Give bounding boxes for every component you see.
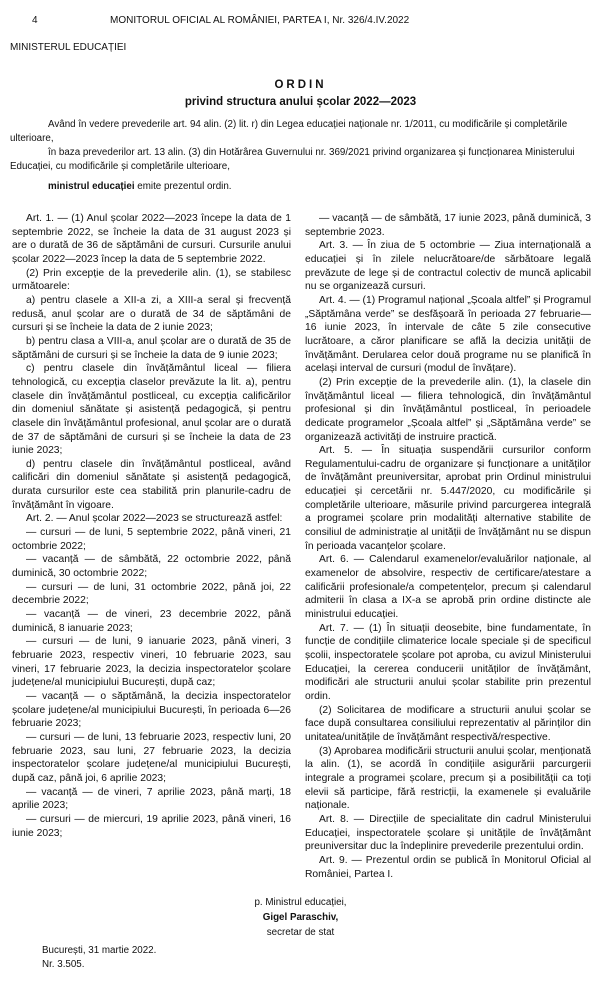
article-paragraph: — cursuri — de luni, 31 octombrie 2022, până joi, 22 decembrie 2022; [12,581,291,607]
article-paragraph: Art. 9. — Prezentul ordin se publică în Monitorul Oficial al României, Partea I. [305,854,591,880]
article-paragraph: c) pentru clasele din învățământul liceal — filiera tehnologică, cu excepția claselor prevăzute la lit. a), pentru clasele din învățământul postliceal, cu excepția calificărilor din domeniul sănătate și asistență pedagogică, și pentru clasele din învățământul profesional, anul școlar are o durată de 37 de săptămâni de cursuri și se încheie la data de 23 iunie 2023; [12,363,291,457]
article-paragraph: — vacanță — o săptămână, la decizia inspectoratelor școlare județene/al municipiului București, în perioada 6—26 februarie 2023; [12,690,291,730]
article-paragraph: Art. 3. — În ziua de 5 octombrie — Ziua internațională a educației și în zilele nelucrătoare/de sărbătoare legală prevăzute de lege și de contractul colectiv de muncă aplicabil nu se organizează cursuri. [305,240,591,293]
page-header [10,14,591,27]
document-subtitle: privind structura anului școlar 2022—2023 [184,96,417,108]
article-paragraph: — vacanță — de sâmbătă, 22 octombrie 2022, până duminică, 30 octombrie 2022; [12,554,291,580]
article-paragraph: Art. 1. — (1) Anul școlar 2022—2023 începe la data de 1 septembrie 2022, se încheie la data de 31 august 2023 și are o durată de 36 de săptămâni de cursuri. Cursurile anului școlar 2022—2023 încep la data de 5 septembrie 2022. [12,213,291,265]
signature-block [10,895,591,940]
article-paragraph: Art. 7. — (1) În situații deosebite, bine fundamentate, în funcție de condițiile climaterice locale speciale și de specificul școlii, inspectoratele școlare pot aproba, cu avizul Ministerului Educației, la cererea conducerii unităților de învățământ, modificări ale structurii anului școlar stabilite prin prezentul ordin. [305,622,591,702]
article-paragraph: (3) Aprobarea modificării structurii anului școlar, menționată la alin. (1), se acordă în condițiile asigurării parcurgerii integrale a programei școlare, precum și a posibilității ca toți elevii să participe, fără restricții, la examenele și evaluările naționale. [305,745,591,812]
article-paragraph: — vacanță — de vineri, 7 aprilie 2023, până marți, 18 aprilie 2023; [12,786,291,812]
article-paragraph: Art. 5. — În situația suspendării cursurilor conform Regulamentului-cadru de organizare și funcționare a unităților de învățământ preuniversitar, aprobat prin Ordinul ministrului educației și cercetării nr. 5.447/2020, cu modificările și completările ulterioare, măsurile privind parcurgerea integrală a programei școlare prin modalități alternative stabilite de consiliul de administrație al unității de învățământ nu se dispun în perioada vacanțelor școlare. [305,445,591,552]
left-column [12,212,291,881]
preamble [10,118,591,174]
signature-line: p. Ministrul educației, [254,897,347,909]
place-date: București, 31 martie 2022. [42,945,157,957]
article-paragraph: — cursuri — de miercuri, 19 aprilie 2023, până vineri, 16 iunie 2023; [12,813,291,839]
article-paragraph: — vacanță — de vineri, 23 decembrie 2022, până duminică, 8 ianuarie 2023; [12,609,291,634]
article-paragraph: (2) Prin excepție de la prevederile alin. (1), se stabilesc următoarele: [12,267,291,293]
running-header: MONITORUL OFICIAL AL ROMÂNIEI, PARTEA I, Nr. 326/4.IV.2022 [110,15,410,26]
article-paragraph: (2) Prin excepție de la prevederile alin. (1), la clasele din învățământul liceal — filiera tehnologică, din învățământul profesional și din învățământul postliceal, în perioadele dedicate programelor „Școala altfel” și „Săptămâna verde” se organizează activități de instruire practică. [305,376,591,443]
article-paragraph: Art. 2. — Anul școlar 2022—2023 se structurează astfel: [26,513,283,525]
article-paragraph: (2) Solicitarea de modificare a structurii anului școlar se face după consultarea consiliului reprezentativ al părinților din unitatea/unitățile de învățământ respectivă/respective. [305,704,591,743]
right-column [305,212,591,881]
article-paragraph: — vacanță — de sâmbătă, 17 iunie 2023, până duminică, 3 septembrie 2023. [305,213,591,238]
article-paragraph: a) pentru clasele a XII-a zi, a XIII-a seral și frecvență redusă, anul școlar are o durată de 34 de săptămâni de cursuri și se încheie la data de 2 iunie 2023; [12,294,291,334]
order-number: Nr. 3.505. [42,959,85,971]
article-paragraph: Art. 6. — Calendarul examenelor/evaluărilor naționale, al examenelor de absolvire, respectiv de certificare/atestare a calificării profesionale/a competențelor, precum și calendarul admiterii în clasa a IX-a se aprobă prin ordine distincte ale ministrului educației. [305,554,591,621]
article-paragraph: Art. 8. — Direcțiile de specialitate din cadrul Ministerului Educației, inspectoratele școlare și unitățile de învățământ preuniversitar duc la îndeplinire prevederile prezentului ordin. [305,813,591,853]
issuer-name: ministrul educației [48,181,135,192]
preamble-paragraph: Având în vedere prevederile art. 94 alin. (2) lit. r) din Legea educației naționale nr. 1/2011, cu modificările și completările ulterioare, [10,119,568,144]
preamble-paragraph: în baza prevederilor art. 13 alin. (3) din Hotărârea Guvernului nr. 369/2021 privind organizarea și funcționarea Ministerului Educației, cu modificările și completările ulterioare, [10,147,575,172]
signatory-name: Gigel Paraschiv, [262,912,339,924]
article-paragraph: — cursuri — de luni, 9 ianuarie 2023, până vineri, 3 februarie 2023, respectiv vineri, 10 februarie 2023, sau vineri, 17 februarie 2023, la decizia inspectoratelor școlare județene/al municipiului București, după caz; [12,636,291,689]
article-paragraph: — cursuri — de luni, 13 februarie 2023, respectiv luni, 20 februarie 2023, sau luni, 27 februarie 2023, la decizia inspectoratelor școlare județene/al municipiului București, după caz, până joi, 6 aprilie 2023; [12,731,291,784]
article-paragraph: Art. 4. — (1) Programul național „Școala altfel” și Programul „Săptămâna verde” se desfășoară în perioada 27 februarie—16 iunie 2023, în intervale de câte 5 zile consecutive lucrătoare, a căror planificare se află la decizia unității de învățământ. Derularea celor două programe nu se planifică în același interval de cursuri (modul de învățare). [305,294,591,375]
article-paragraph: d) pentru clasele din învățământul postliceal, având calificări din domeniul sănătate și asistență pedagogică, durata cursurilor este cea stabilită prin planurile-cadru de învățământ în vigoare. [12,458,291,511]
place-date-block [10,944,591,972]
issuer-rest: emite prezentul ordin. [134,181,232,192]
issuer-statement [10,180,591,194]
ministry-name: MINISTERUL EDUCAȚIEI [10,42,127,53]
signatory-role: secretar de stat [266,927,335,939]
article-paragraph: — cursuri — de luni, 5 septembrie 2022, până vineri, 21 octombrie 2022; [12,527,291,552]
article-columns [10,212,591,881]
article-paragraph: b) pentru clasa a VIII-a, anul școlar are o durată de 35 de săptămâni de cursuri și se încheie la data de 9 iunie 2023; [12,335,291,361]
document-title: ORDIN [274,79,327,91]
page-number: 4 [32,15,38,26]
